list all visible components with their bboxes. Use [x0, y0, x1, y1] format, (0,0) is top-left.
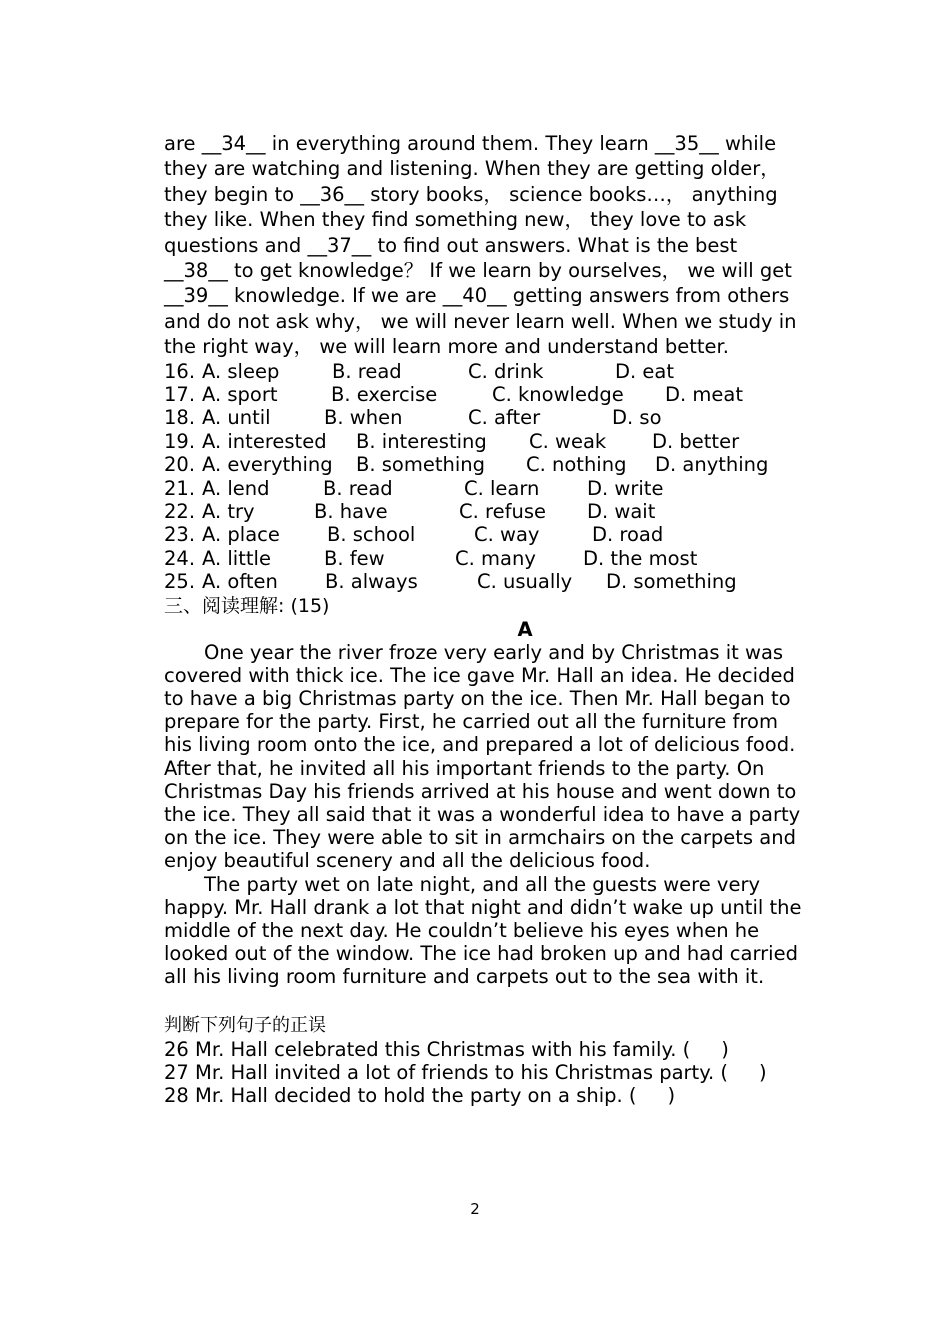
- option-b: B. exercise: [331, 383, 438, 407]
- option-row: [164, 453, 804, 476]
- option-row: [164, 406, 804, 429]
- option-a: A. interested: [202, 429, 327, 453]
- option-d: D. meat: [665, 383, 743, 407]
- true-false-heading: 判断下列句子的正误: [164, 1014, 326, 1036]
- option-number: 25.: [164, 570, 196, 594]
- option-row: [164, 500, 804, 523]
- option-a: A. try: [202, 500, 255, 523]
- passage-paragraph: One year the river froze very early and by Christmas it was covered with thick ice. The ice gave Mr. Hall an idea. He decided to have a big Christmas party on the ice. Then Mr. Hall began to prepare for the party. First, he carried out all the furniture from his living room onto the ice, and prepared a lot of delicious food. After that, he invited all his important friends to the party. On Christmas Day his friends arrived at his house and went down to the ice. They all said that it was a wonderful idea to have a party on the ice. They were able to sit in armchairs on the carpets and enjoy beautiful scenery and all the delicious food.: [164, 640, 801, 873]
- option-c: C. nothing: [526, 453, 627, 477]
- option-d: D. wait: [587, 500, 656, 523]
- option-a: A. everything: [202, 453, 333, 477]
- passage-paragraph: The party wet on late night, and all the guests were very happy. Mr. Hall drank a lot that night and didn’t wake up until the middle of the next day. He couldn’t believe his eyes when he looked out of the window. The ice had broken up and had carried all his living room furniture and carpets out to the sea with it.: [164, 872, 802, 989]
- option-b: B. few: [324, 546, 385, 570]
- option-c: C. usually: [477, 570, 573, 594]
- option-d: D. better: [652, 429, 740, 453]
- question-item: 27 Mr. Hall invited a lot of friends to his Christmas party. ( ): [164, 1060, 767, 1084]
- document-page: [164, 131, 804, 1107]
- option-row: [164, 523, 804, 546]
- option-b: B. read: [332, 359, 402, 383]
- option-b: B. read: [323, 476, 393, 500]
- option-number: 21.: [164, 476, 196, 500]
- option-d: D. something: [606, 570, 737, 594]
- option-b: B. something: [356, 453, 486, 477]
- option-b: B. school: [327, 523, 416, 547]
- question-item: 28 Mr. Hall decided to hold the party on a ship. ( ): [164, 1083, 676, 1107]
- option-c: C. after: [468, 406, 541, 430]
- option-number: 19.: [164, 429, 196, 453]
- option-number: 18.: [164, 406, 196, 430]
- option-row: [164, 383, 804, 406]
- spacer: [164, 989, 804, 1012]
- option-number: 24.: [164, 546, 196, 570]
- page-number: 2: [470, 1200, 480, 1218]
- option-number: 23.: [164, 523, 196, 547]
- option-row: [164, 570, 804, 593]
- question-item: 26 Mr. Hall celebrated this Christmas with his family. ( ): [164, 1037, 729, 1061]
- option-number: 16.: [164, 359, 196, 383]
- option-a: A. sleep: [202, 359, 280, 383]
- option-number: 22.: [164, 500, 196, 523]
- option-b: B. have: [314, 500, 388, 523]
- option-c: C. weak: [529, 429, 607, 453]
- option-d: D. write: [587, 476, 664, 500]
- option-row: [164, 477, 804, 500]
- option-a: A. lend: [202, 476, 270, 500]
- option-d: D. eat: [615, 359, 675, 383]
- option-c: C. way: [474, 523, 540, 547]
- section-heading: 三、阅读理解: (15): [164, 594, 330, 617]
- option-d: D. the most: [583, 546, 698, 570]
- option-d: D. so: [612, 406, 662, 430]
- option-a: A. place: [202, 523, 280, 547]
- option-a: A. often: [202, 570, 278, 594]
- cloze-passage: are __34__ in everything around them. They learn __35__ while they are watching and listening. When they are getting older， they begin to __36__ story books， science books…， anything they like. When they find something new， they love to ask questions and __37__ to find out answers. What is the best __38__ to get knowledge？ If we learn by ourselves， we will get __39__ knowledge. If we are __40__ getting answers from others and do not ask why， we will never learn well. When we study in the right way， we will learn more and understand better.: [164, 132, 797, 359]
- option-c: C. drink: [468, 359, 544, 383]
- option-c: C. refuse: [459, 500, 546, 523]
- option-a: A. until: [202, 406, 271, 430]
- option-number: 17.: [164, 383, 196, 407]
- option-row: [164, 360, 804, 383]
- option-b: B. when: [324, 406, 403, 430]
- option-b: B. interesting: [356, 429, 487, 453]
- option-row: [164, 430, 804, 453]
- option-b: B. always: [325, 570, 418, 594]
- option-d: D. anything: [655, 453, 769, 477]
- option-number: 20.: [164, 453, 196, 477]
- cloze-options: [164, 360, 804, 594]
- option-d: D. road: [592, 523, 664, 547]
- option-a: A. little: [202, 546, 271, 570]
- option-a: A. sport: [202, 383, 278, 407]
- option-row: [164, 547, 804, 570]
- option-c: C. knowledge: [492, 383, 624, 407]
- passage-title: A: [517, 617, 533, 641]
- option-c: C. learn: [464, 476, 540, 500]
- option-c: C. many: [455, 546, 536, 570]
